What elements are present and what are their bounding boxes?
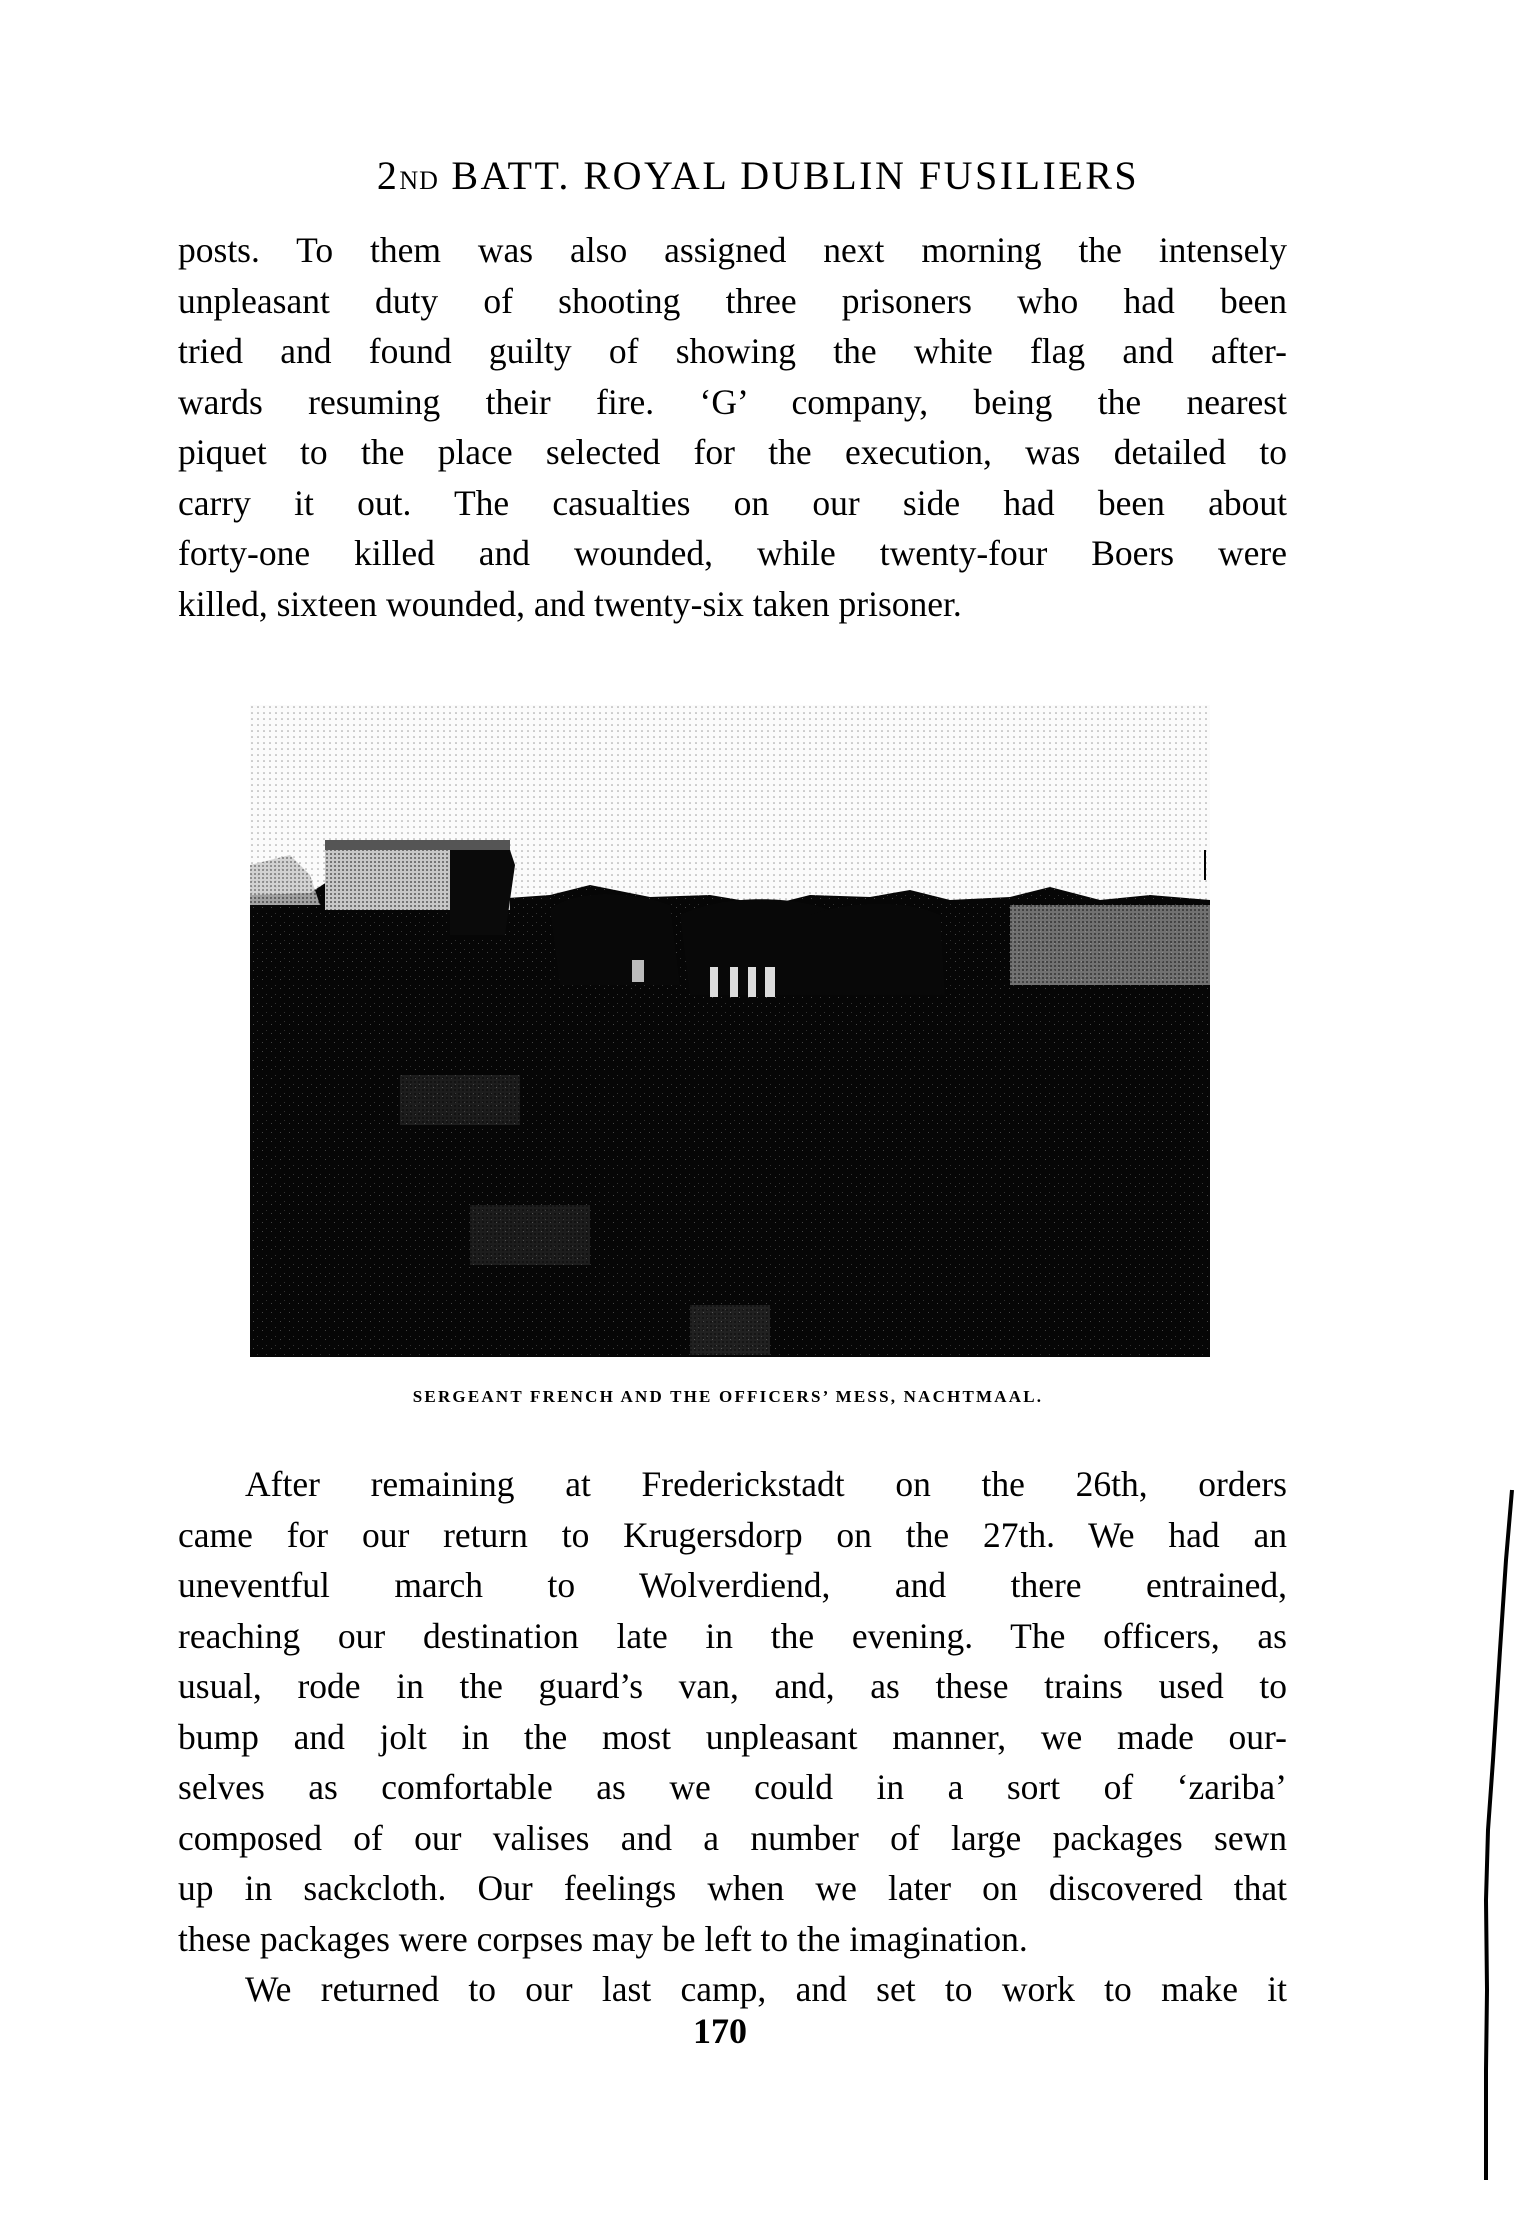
text-line: tried and found guilty of showing the white flag and after- bbox=[178, 331, 1287, 371]
text-line: unpleasant duty of shooting three prisoners who had been bbox=[178, 280, 1287, 321]
figure-caption: SERGEANT FRENCH AND THE OFFICERS’ MESS, NACHTMAAL. bbox=[412, 1387, 1044, 1406]
text-line: forty-one killed and wounded, while twenty-four Boers were bbox=[178, 533, 1287, 573]
text-line: uneventful march to Wolverdiend, and there entrained, bbox=[178, 1565, 1287, 1605]
running-head-ordinal-suffix: ND bbox=[399, 166, 439, 195]
text-line: After remaining at Frederickstadt on the 26th, orders bbox=[245, 1464, 1287, 1504]
running-head-ordinal-number: 2 bbox=[376, 153, 400, 198]
text-line: killed, sixteen wounded, and twenty-six taken prisoner. bbox=[178, 583, 962, 624]
text-line: posts. To them was also assigned next morning the intensely bbox=[178, 230, 1287, 270]
text-line: reaching our destination late in the evening. The officers, as bbox=[178, 1615, 1287, 1656]
text-line: came for our return to Krugersdorp on the 27th. We had an bbox=[178, 1514, 1287, 1555]
page-number: 170 bbox=[693, 2011, 747, 2051]
text-line: carry it out. The casualties on our side had been about bbox=[178, 482, 1287, 523]
text-line: up in sackcloth. Our feelings when we later on discovered that bbox=[178, 1868, 1287, 1908]
text-line: these packages were corpses may be left to the imagination. bbox=[178, 1918, 1028, 1959]
text-line: piquet to the place selected for the execution, was detailed to bbox=[178, 432, 1287, 472]
text-line: composed of our valises and a number of large packages sewn bbox=[178, 1817, 1287, 1858]
text-line: bump and jolt in the most unpleasant manner, we made our- bbox=[178, 1716, 1287, 1757]
running-head-title: BATT. ROYAL DUBLIN FUSILIERS bbox=[451, 153, 1140, 198]
text-line: selves as comfortable as we could in a sort of ‘zariba’ bbox=[178, 1767, 1287, 1807]
text-line: wards resuming their fire. ‘G’ company, being the nearest bbox=[178, 381, 1287, 422]
paragraph-3-line: We returned to our last camp, and set to work to make it bbox=[245, 1969, 1287, 2009]
text-line: usual, rode in the guard’s van, and, as these trains used to bbox=[178, 1666, 1287, 1706]
